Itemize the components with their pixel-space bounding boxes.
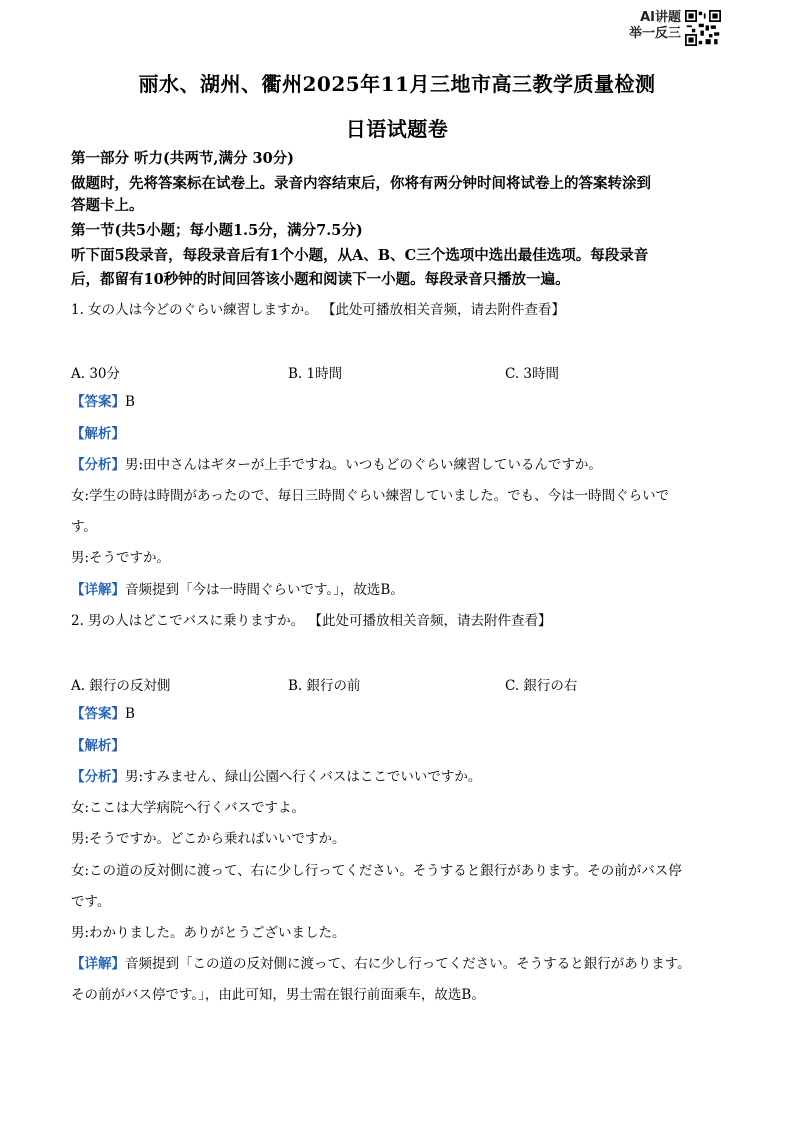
question-1-option-b[interactable]: B. 1時間 xyxy=(288,366,343,382)
breakdown-label: 【分析】 xyxy=(71,769,125,785)
question-1-options xyxy=(71,362,726,380)
question-1-breakdown xyxy=(71,456,726,474)
qr-code-icon[interactable] xyxy=(685,10,721,46)
answer-value: B xyxy=(125,394,135,410)
question-1-option-a[interactable]: A. 30分 xyxy=(71,366,121,382)
answer-label: 【答案】 xyxy=(71,394,125,410)
exam-title: 丽水、湖州、衢州2025年11月三地市高三教学质量检测 xyxy=(138,72,656,96)
question-2-option-b[interactable]: B. 銀行の前 xyxy=(288,678,361,694)
transcript-line: 女:ここは大学病院へ行くバスですよ。 xyxy=(71,800,306,816)
part-heading: 第一部分 听力(共两节,满分 30分) xyxy=(71,150,295,167)
transcript-line: 女:この道の反対側に渡って、右に少し行ってください。そうすると銀行があります。その前がバス停 xyxy=(71,863,682,879)
transcript-line: 男:そうですか。どこから乗ればいいですか。 xyxy=(71,831,346,847)
transcript-line: 女:学生の時は時間があったので、毎日三時間ぐらい練習していました。でも、今は一時間ぐらいで xyxy=(71,488,670,504)
ai-explain-badge[interactable] xyxy=(613,10,723,48)
transcript-line: です。 xyxy=(71,894,111,910)
analysis-label: 【解析】 xyxy=(71,426,125,442)
question-2-detail xyxy=(71,955,726,973)
ai-badge-text xyxy=(613,10,681,42)
analysis-label: 【解析】 xyxy=(71,738,125,754)
question-2-options xyxy=(71,674,726,692)
instruction-1a: 做题时，先将答案标在试卷上。录音内容结束后，你将有两分钟时间将试卷上的答案转涂到 xyxy=(71,175,651,192)
answer-label: 【答案】 xyxy=(71,706,125,722)
question-1-stem: 1. 女の人は今どのぐらい練習しますか。 【此处可播放相关音频，请去附件查看】 xyxy=(71,302,565,318)
transcript-line: す。 xyxy=(71,519,97,535)
detail-label: 【详解】 xyxy=(71,582,125,598)
transcript-line: 男:田中さんはギターが上手ですね。いつもどのぐらい練習しているんですか。 xyxy=(125,457,602,473)
breakdown-label: 【分析】 xyxy=(71,457,125,473)
question-2-breakdown xyxy=(71,768,726,786)
instruction-1b: 答题卡上。 xyxy=(71,197,144,214)
question-2-answer xyxy=(71,705,726,723)
transcript-line: 男:そうですか。 xyxy=(71,550,171,566)
ai-badge-line2: 举一反三 xyxy=(628,26,681,41)
detail-text: 音频提到「今は一時間ぐらいです。」，故选B。 xyxy=(125,582,404,598)
answer-value: B xyxy=(125,706,135,722)
question-2-option-a[interactable]: A. 銀行の反対側 xyxy=(71,678,171,694)
exam-subtitle: 日语试题卷 xyxy=(345,117,449,141)
ai-badge-line1: AI讲题 xyxy=(640,10,681,25)
detail-label: 【详解】 xyxy=(71,956,125,972)
transcript-line: 男:すみません、緑山公園へ行くバスはここでいいですか。 xyxy=(125,769,482,785)
section-heading: 第一节(共5小题；每小题1.5分，满分7.5分) xyxy=(71,222,363,239)
question-1-option-c[interactable]: C. 3時間 xyxy=(505,366,560,382)
question-1-analysis-label xyxy=(71,425,726,443)
detail-text: その前がバス停です。」，由此可知，男士需在银行前面乘车，故选B。 xyxy=(71,987,485,1003)
transcript-line: 男:わかりました。ありがとうございました。 xyxy=(71,925,346,941)
detail-text: 音频提到「この道の反対側に渡って、右に少し行ってください。そうすると銀行があります。 xyxy=(125,956,691,972)
question-2-stem: 2. 男の人はどこでバスに乗りますか。 【此处可播放相关音频，请去附件查看】 xyxy=(71,613,552,629)
question-2-analysis-label xyxy=(71,737,726,755)
question-2-option-c[interactable]: C. 銀行の右 xyxy=(505,678,578,694)
instruction-2a: 听下面5段录音，每段录音后有1个小题，从A、B、C三个选项中选出最佳选项。每段录音 xyxy=(71,247,649,264)
question-1-answer xyxy=(71,393,726,411)
question-1-detail xyxy=(71,581,726,599)
instruction-2b: 后，都留有10秒钟的时间回答该小题和阅读下一小题。每段录音只播放一遍。 xyxy=(71,271,570,288)
